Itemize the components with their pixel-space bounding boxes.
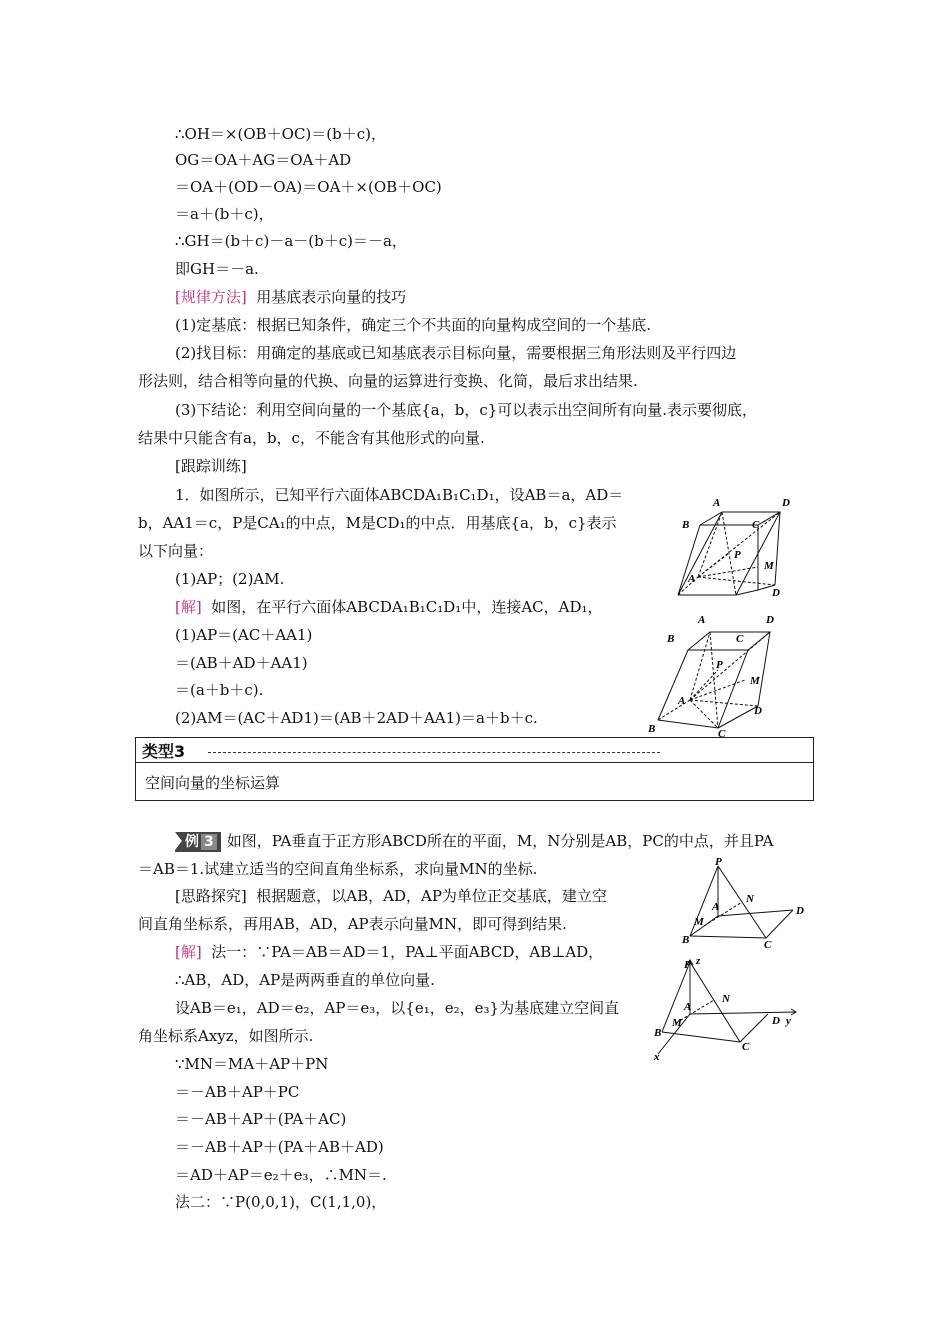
fig3-label-b: B bbox=[682, 934, 690, 946]
fig3-label-p: P bbox=[715, 858, 722, 868]
eq-og-2: ＝OA＋(OD－OA)＝OA＋×(OB＋OC) bbox=[175, 178, 442, 196]
method-title: 用基底表示向量的技巧 bbox=[256, 288, 407, 306]
method-step-2a: (2)找目标：用确定的基底或已知基底表示目标向量，需要根据三角形法则及平行四边 bbox=[175, 344, 737, 362]
fig4-label-c: C bbox=[742, 1041, 750, 1053]
solution-line-2: (1)AP＝(AC＋AA1) bbox=[175, 626, 313, 644]
fig2-label-c1: C bbox=[736, 633, 744, 645]
example-line-1: 例 3 如图，PA垂直于正方形ABCD所在的平面，M，N分别是AB，PC的中点，并且PA bbox=[175, 831, 773, 852]
ex-solution-line-4: 角坐标系Axyz，如图所示. bbox=[138, 1027, 314, 1045]
method-step-1: (1)定基底：根据已知条件，确定三个不共面的向量构成空间的一个基底. bbox=[175, 316, 652, 334]
eq-og-3: ＝a＋(b＋c)， bbox=[175, 205, 274, 223]
method-step-3b: 结果中只能含有a，b，c，不能含有其他形式的向量. bbox=[138, 429, 485, 447]
fig1-label-m: M bbox=[764, 560, 774, 572]
ex-solution-line-9: ＝AD＋AP＝e₂＋e₃，∴MN＝. bbox=[175, 1166, 387, 1184]
eq-oh: ∴OH＝×(OB＋OC)＝(b＋c)， bbox=[175, 125, 386, 143]
fig4-label-p: P bbox=[684, 959, 691, 971]
ex-solution-line-7: ＝－AB＋AP＋(PA＋AC) bbox=[175, 1110, 347, 1128]
fig4-label-z: z bbox=[696, 955, 701, 967]
fig2-label-d1: D bbox=[766, 614, 774, 626]
fig2-label-p: P bbox=[716, 659, 723, 671]
fig1-label-a: A bbox=[688, 573, 696, 585]
method-tag: [规律方法] bbox=[175, 288, 247, 306]
fig3-label-a: A bbox=[712, 901, 720, 913]
problem-line-1: 1．如图所示，已知平行六面体ABCDA₁B₁C₁D₁，设AB＝a，AD＝ bbox=[175, 486, 624, 504]
fig2-label-a: A bbox=[678, 695, 686, 707]
figure-pyramid-axes bbox=[648, 954, 803, 1064]
ex-solution-line-6: ＝－AB＋AP＋PC bbox=[175, 1083, 300, 1101]
problem-line-2: b，AA1＝c，P是CA₁的中点，M是CD₁的中点．用基底{a，b，c}表示 bbox=[138, 514, 617, 532]
fig4-label-n: N bbox=[722, 993, 730, 1005]
fig2-label-b: B bbox=[648, 723, 656, 735]
type-title: 空间向量的坐标运算 bbox=[145, 774, 281, 792]
type-box bbox=[135, 737, 814, 801]
fig1-label-d: D bbox=[772, 587, 780, 599]
fig3-label-d: D bbox=[796, 905, 804, 917]
fig4-label-a: A bbox=[684, 1001, 692, 1013]
problem-line-4: (1)AP；(2)AM. bbox=[175, 570, 285, 588]
ex-solution-tag: [解] bbox=[175, 943, 202, 961]
figure-parallelepiped-1 bbox=[660, 492, 805, 610]
ex-solution-line-5: ∵MN＝MA＋AP＋PN bbox=[175, 1055, 329, 1073]
eq-gh: ∴GH＝(b＋c)－a－(b＋c)＝－a， bbox=[175, 232, 407, 250]
example-line-2: ＝AB＝1.试建立适当的空间直角坐标系，求向量MN的坐标. bbox=[138, 860, 538, 878]
type-box-header bbox=[136, 738, 813, 763]
eq-gh-result: 即GH＝－a. bbox=[175, 260, 259, 278]
idea-line-1: [思路探究] 根据题意，以AB，AD，AP为单位正交基底，建立空 bbox=[175, 887, 607, 905]
solution-line-4: ＝(a＋b＋c). bbox=[175, 681, 264, 699]
fig3-label-m: M bbox=[694, 916, 704, 928]
fig3-label-c: C bbox=[764, 939, 772, 950]
eq-og: OG＝OA＋AG＝OA＋AD bbox=[175, 151, 352, 169]
type-divider bbox=[208, 752, 660, 753]
fig4-label-d: D bbox=[772, 1015, 780, 1027]
fig4-label-x: x bbox=[654, 1051, 660, 1063]
figure-pyramid-1 bbox=[678, 858, 813, 950]
idea-line-2: 间直角坐标系，再用AB，AD，AP表示向量MN，即可得到结果. bbox=[138, 915, 567, 933]
fig2-label-a1: A bbox=[698, 614, 706, 626]
method-step-2b: 形法则，结合相等向量的代换、向量的运算进行变换、化简，最后求出结果. bbox=[138, 372, 638, 390]
fig2-label-d: D bbox=[754, 705, 762, 717]
solution-line-5: (2)AM＝(AC＋AD1)＝(AB＋2AD＋AA1)＝a＋b＋c. bbox=[175, 709, 538, 727]
fig2-label-b1: B bbox=[667, 633, 675, 645]
fig1-label-d1: D bbox=[782, 497, 790, 509]
fig1-label-c1: C bbox=[752, 519, 760, 531]
fig3-label-n: N bbox=[746, 893, 754, 905]
ex-solution-line-8: ＝－AB＋AP＋(PA＋AB＋AD) bbox=[175, 1138, 384, 1156]
solution-line-3: ＝(AB＋AD＋AA1) bbox=[175, 654, 308, 672]
problem-line-3: 以下向量： bbox=[138, 542, 214, 560]
fig2-label-m: M bbox=[750, 675, 760, 687]
fig4-label-b: B bbox=[654, 1027, 662, 1039]
solution-tag: [解] bbox=[175, 598, 202, 616]
example-badge: 例 3 bbox=[175, 832, 221, 852]
type-tag: 类型3 bbox=[142, 742, 186, 761]
ex-solution-line-3: 设AB＝e₁，AD＝e₂，AP＝e₃，以{e₁，e₂，e₃}为基底建立空间直 bbox=[175, 999, 620, 1017]
solution-line-1: [解] 如图，在平行六面体ABCDA₁B₁C₁D₁中，连接AC，AD₁， bbox=[175, 598, 603, 616]
idea-tag: [思路探究] bbox=[175, 887, 247, 905]
figure-parallelepiped-2 bbox=[640, 610, 805, 738]
fig1-label-a1: A bbox=[713, 497, 721, 509]
method-heading bbox=[175, 287, 406, 307]
fig1-label-p: P bbox=[734, 549, 741, 561]
fig2-label-c: C bbox=[718, 728, 726, 738]
fig4-label-m: M bbox=[672, 1017, 682, 1029]
ex-solution-line-10: 法二：∵P(0,0,1)，C(1,1,0)， bbox=[175, 1193, 387, 1211]
ex-solution-line-1: [解] 法一：∵PA＝AB＝AD＝1，PA⊥平面ABCD，AB⊥AD， bbox=[175, 943, 604, 961]
ex-solution-line-2: ∴AB，AD，AP是两两垂直的单位向量. bbox=[175, 971, 435, 989]
fig4-label-y: y bbox=[786, 1015, 791, 1027]
track-heading: [跟踪训练] bbox=[175, 457, 247, 475]
fig1-label-b1: B bbox=[682, 519, 690, 531]
method-step-3a: (3)下结论：利用空间向量的一个基底{a，b，c}可以表示出空间所有向量.表示要彻底， bbox=[175, 401, 758, 419]
